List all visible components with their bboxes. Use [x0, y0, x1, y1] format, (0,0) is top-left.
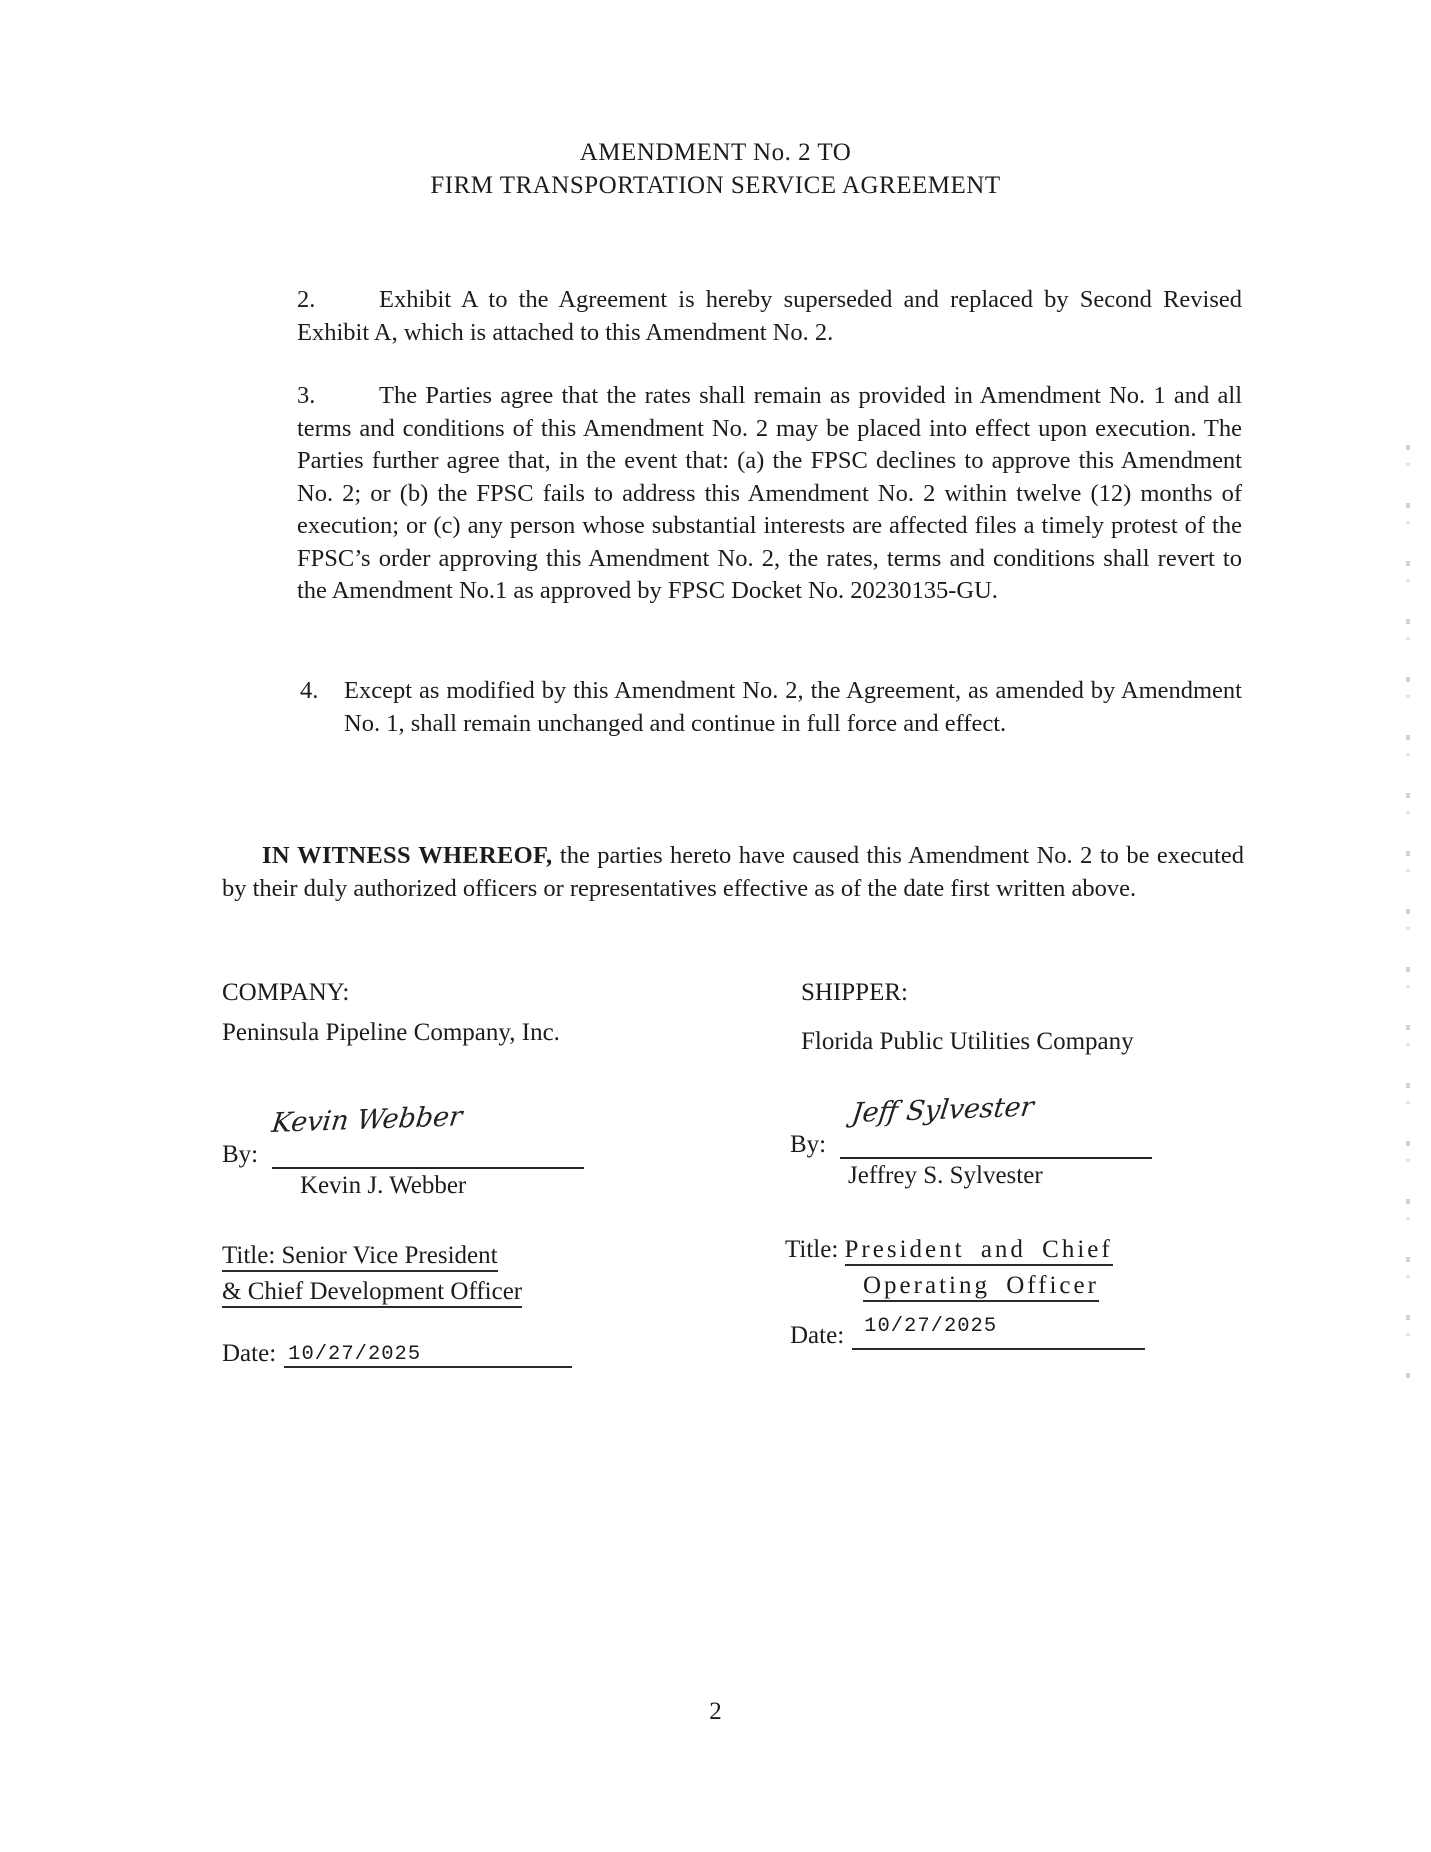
company-date-line — [284, 1338, 572, 1368]
paragraph-3-number: 3. — [297, 382, 316, 409]
company-date-value: 10/27/2025 — [288, 1343, 422, 1366]
company-by-label: By: — [222, 1141, 259, 1168]
company-title-line2: & Chief Development Officer — [222, 1278, 522, 1308]
shipper-title-block — [785, 1232, 1113, 1304]
shipper-block — [801, 976, 1134, 1058]
shipper-label: SHIPPER: — [801, 979, 908, 1006]
company-date-label: Date: — [222, 1340, 277, 1367]
company-name: Peninsula Pipeline Company, Inc. — [222, 1019, 560, 1046]
document-title-line1: AMENDMENT No. 2 TO — [579, 139, 852, 166]
company-signature-block — [222, 1101, 592, 1200]
shipper-date-label: Date: — [790, 1322, 845, 1349]
witness-clause-lead: IN WITNESS WHEREOF, — [262, 842, 553, 869]
shipper-title-line1: President and Chief — [845, 1236, 1113, 1266]
paragraph-2-number: 2. — [297, 286, 316, 313]
witness-clause — [222, 840, 1244, 905]
company-block — [222, 976, 560, 1049]
shipper-signature-block — [790, 1091, 1160, 1190]
paragraph-4 — [300, 675, 1242, 740]
shipper-by-row — [790, 1131, 1160, 1159]
document-title-line2: FIRM TRANSPORTATION SERVICE AGREEMENT — [430, 172, 1001, 199]
page-number: 2 — [709, 1698, 722, 1725]
paragraph-2 — [297, 284, 1242, 349]
witness-clause-text: the parties hereto have caused this Amendment No. 2 to be executed by their duly authorized officers or representatives effective as of the date first written above. — [222, 842, 1244, 902]
paragraph-3-text: The Parties agree that the rates shall remain as provided in Amendment No. 1 and all terms and conditions of this Amendment No. 2 may be placed into effect upon execution. The Parties further agree that, in the event that: (a) the FPSC declines to approve this Amendment No. 2; or (b) the FPSC fails to address this Amendment No. 2 within twelve (12) months of execution; or (c) any person whose substantial interests are affected files a timely protest of the FPSC’s order approving this Amendment No. 2, the rates, terms and conditions shall revert to the Amendment No.1 as approved by FPSC Docket No. 20230135-GU. — [297, 382, 1242, 604]
paragraph-3 — [297, 380, 1242, 608]
scan-artifact-marks — [1406, 445, 1410, 1390]
shipper-date-value: 10/27/2025 — [864, 1315, 998, 1338]
shipper-title-line2: Operating Officer — [863, 1272, 1099, 1302]
shipper-title-label: Title: — [785, 1236, 839, 1263]
document-title — [0, 136, 1431, 202]
company-label: COMPANY: — [222, 979, 350, 1006]
shipper-signer-name: Jeffrey S. Sylvester — [848, 1162, 1043, 1189]
paragraph-4-number: 4. — [300, 677, 319, 704]
company-signer-name: Kevin J. Webber — [300, 1172, 467, 1199]
shipper-date-line — [852, 1315, 1145, 1350]
company-date-block — [222, 1338, 572, 1368]
shipper-signature-line — [840, 1134, 1152, 1159]
company-signature-line — [272, 1144, 584, 1169]
company-title-block — [222, 1238, 522, 1310]
shipper-by-label: By: — [790, 1131, 827, 1158]
shipper-name: Florida Public Utilities Company — [801, 1028, 1134, 1055]
shipper-handwritten-signature: Jeff Sylvester — [850, 1091, 1036, 1129]
shipper-date-block — [790, 1315, 1145, 1350]
company-title-line1: Title: Senior Vice President — [222, 1242, 498, 1272]
company-handwritten-signature: Kevin Webber — [270, 1101, 464, 1139]
paragraph-2-text: Exhibit A to the Agreement is hereby superseded and replaced by Second Revised Exhibit A, which is attached to this Amendment No. 2. — [297, 286, 1242, 346]
company-by-row — [222, 1141, 592, 1169]
paragraph-4-text: Except as modified by this Amendment No. 2, the Agreement, as amended by Amendment No. 1, shall remain unchanged and continue in full force and effect. — [344, 677, 1242, 737]
